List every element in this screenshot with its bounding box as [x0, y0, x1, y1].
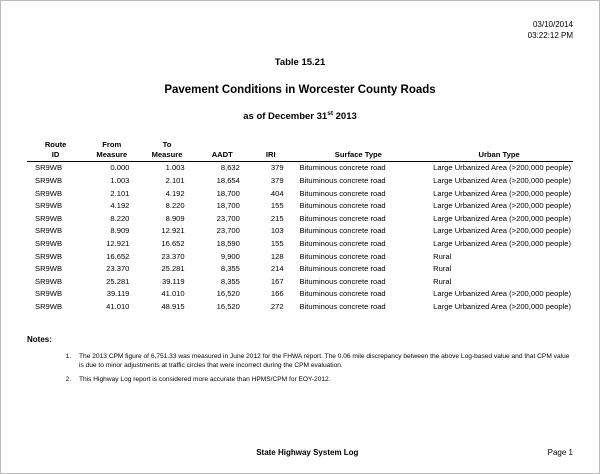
cell-iri: 167	[270, 276, 284, 286]
note-item: 2. This Highway Log report is considered more accurate than HPMS/CPM for EOY-2012.	[73, 375, 573, 384]
table-header-row	[27, 140, 573, 162]
page-title: Pavement Conditions in Worcester County Roads	[164, 84, 436, 96]
cell-from: 8.909	[110, 226, 130, 236]
cell-urban: Large Urbanized Area (>200,000 people)	[433, 289, 571, 299]
cell-route: SR9WB	[35, 289, 63, 299]
column-header-from-measure-line1: From	[102, 140, 122, 150]
cell-to: 25.281	[161, 264, 185, 274]
column-header-surface-type	[292, 140, 426, 162]
cell-to: 1.003	[165, 163, 185, 173]
cell-from: 41.010	[106, 301, 130, 311]
cell-urban: Large Urbanized Area (>200,000 people)	[433, 176, 571, 186]
cell-from: 39.119	[106, 289, 130, 299]
cell-iri: 166	[270, 289, 284, 299]
cell-urban: Large Urbanized Area (>200,000 people)	[433, 188, 571, 198]
cell-aadt: 18,700	[216, 201, 240, 211]
cell-from: 0.000	[110, 163, 130, 173]
title-block	[27, 57, 573, 122]
cell-to: 12.921	[161, 226, 185, 236]
cell-surface: Bituminous concrete road	[299, 251, 386, 261]
table-body	[27, 162, 573, 314]
column-header-surface-type-line1: Surface Type	[334, 149, 382, 159]
cell-iri: 379	[270, 163, 284, 173]
cell-to: 41.010	[161, 289, 185, 299]
page-subtitle	[27, 110, 573, 122]
cell-route: SR9WB	[35, 276, 63, 286]
table-row	[27, 162, 573, 175]
cell-to: 8.909	[165, 213, 185, 223]
notes-heading: Notes:	[27, 335, 52, 345]
cell-aadt: 8,355	[220, 276, 240, 286]
column-header-to-measure-line1: To	[162, 140, 172, 150]
table-head	[27, 140, 573, 162]
cell-from: 4.192	[110, 201, 130, 211]
subtitle-pre: as of December 31	[243, 111, 328, 123]
cell-urban: Large Urbanized Area (>200,000 people)	[433, 301, 571, 311]
cell-from: 12.921	[106, 239, 130, 249]
cell-surface: Bituminous concrete road	[299, 201, 386, 211]
cell-surface: Bituminous concrete road	[299, 226, 386, 236]
cell-urban: Large Urbanized Area (>200,000 people)	[433, 239, 571, 249]
table-row	[27, 276, 573, 289]
cell-route: SR9WB	[35, 301, 63, 311]
cell-aadt: 18,700	[216, 188, 240, 198]
column-header-route-id-line1: Route	[44, 140, 67, 150]
cell-to: 4.192	[165, 188, 185, 198]
cell-to: 48.915	[161, 301, 185, 311]
cell-route: SR9WB	[35, 264, 63, 274]
table-caption: Table 15.21	[274, 57, 326, 68]
cell-surface: Bituminous concrete road	[299, 264, 386, 274]
cell-route: SR9WB	[35, 163, 63, 173]
cell-iri: 404	[270, 188, 284, 198]
cell-aadt: 23,700	[216, 226, 240, 236]
cell-iri: 155	[270, 201, 284, 211]
column-header-urban-type	[425, 140, 573, 162]
column-header-route-id-line2: ID	[51, 149, 60, 159]
cell-from: 8.220	[110, 213, 130, 223]
cell-route: SR9WB	[35, 213, 63, 223]
cell-aadt: 18,654	[216, 176, 240, 186]
cell-aadt: 16,520	[216, 289, 240, 299]
cell-iri: 215	[270, 213, 284, 223]
column-header-urban-type-line1: Urban Type	[478, 149, 520, 159]
table-row	[27, 187, 573, 200]
cell-urban: Large Urbanized Area (>200,000 people)	[433, 226, 571, 236]
timestamp-date: 03/10/2014	[532, 20, 573, 29]
table-row	[27, 213, 573, 226]
cell-route: SR9WB	[35, 226, 63, 236]
pavement-conditions-table	[27, 140, 573, 313]
table-row	[27, 263, 573, 276]
subtitle-ordinal: st	[327, 110, 333, 117]
cell-route: SR9WB	[35, 188, 63, 198]
cell-iri: 214	[270, 264, 284, 274]
column-header-from-measure	[84, 140, 139, 162]
cell-urban: Rural	[433, 276, 452, 286]
column-header-from-measure-line2: Measure	[96, 149, 128, 159]
cell-urban: Large Urbanized Area (>200,000 people)	[433, 163, 571, 173]
note-item: 1. The 2013 CPM figure of 6,751.33 was measured in June 2012 for the FHWA report. The 0.06 mile discrepancy between the above Log-based value and that CPM value is due to minor adjustments at traffic circles that were incorrect during the CPM evaluation.	[73, 352, 573, 370]
cell-surface: Bituminous concrete road	[299, 276, 386, 286]
cell-to: 16.652	[161, 239, 185, 249]
cell-to: 2.101	[165, 176, 185, 186]
column-header-iri-line1: IRI	[265, 149, 276, 159]
cell-surface: Bituminous concrete road	[299, 289, 386, 299]
column-header-route-id	[27, 140, 84, 162]
cell-urban: Large Urbanized Area (>200,000 people)	[433, 213, 571, 223]
cell-iri: 155	[270, 239, 284, 249]
cell-surface: Bituminous concrete road	[299, 239, 386, 249]
cell-route: SR9WB	[35, 239, 63, 249]
table-row	[27, 250, 573, 263]
cell-aadt: 16,520	[216, 301, 240, 311]
cell-from: 23.370	[106, 264, 130, 274]
column-header-aadt-line1: AADT	[211, 149, 233, 159]
cell-urban: Rural	[433, 251, 452, 261]
cell-aadt: 8,632	[220, 163, 240, 173]
cell-surface: Bituminous concrete road	[299, 163, 386, 173]
cell-to: 39.119	[161, 276, 185, 286]
table-row	[27, 225, 573, 238]
cell-to: 23.370	[161, 251, 185, 261]
cell-route: SR9WB	[35, 251, 63, 261]
cell-route: SR9WB	[35, 176, 63, 186]
cell-surface: Bituminous concrete road	[299, 188, 386, 198]
cell-to: 8.220	[165, 201, 185, 211]
cell-aadt: 23,700	[216, 213, 240, 223]
column-header-aadt	[195, 140, 250, 162]
cell-aadt: 18,590	[216, 239, 240, 249]
timestamp-block	[27, 19, 573, 41]
cell-iri: 272	[270, 301, 284, 311]
cell-aadt: 9,900	[220, 251, 240, 261]
timestamp-time: 03:22:12 PM	[527, 31, 573, 40]
cell-from: 16.652	[106, 251, 130, 261]
notes-section	[27, 335, 573, 384]
table-row	[27, 238, 573, 251]
column-header-to-measure	[139, 140, 194, 162]
cell-surface: Bituminous concrete road	[299, 301, 386, 311]
cell-surface: Bituminous concrete road	[299, 213, 386, 223]
cell-route: SR9WB	[35, 201, 63, 211]
table-row	[27, 288, 573, 301]
cell-iri: 103	[270, 226, 284, 236]
footer-page-number: Page 1	[547, 448, 573, 457]
cell-urban: Rural	[433, 264, 452, 274]
table-row	[27, 200, 573, 213]
table-row	[27, 175, 573, 188]
cell-iri: 128	[270, 251, 284, 261]
footer-title: State Highway System Log	[256, 448, 359, 457]
cell-from: 1.003	[110, 176, 130, 186]
cell-iri: 379	[270, 176, 284, 186]
subtitle-post: 2013	[332, 111, 357, 123]
table-row	[27, 301, 573, 314]
notes-list	[27, 352, 573, 384]
cell-surface: Bituminous concrete road	[299, 176, 386, 186]
column-header-to-measure-line2: Measure	[151, 149, 183, 159]
column-header-iri	[250, 140, 292, 162]
cell-from: 25.281	[106, 276, 130, 286]
cell-aadt: 8,355	[220, 264, 240, 274]
cell-urban: Large Urbanized Area (>200,000 people)	[433, 201, 571, 211]
page-footer	[27, 448, 573, 457]
cell-from: 2.101	[110, 188, 130, 198]
